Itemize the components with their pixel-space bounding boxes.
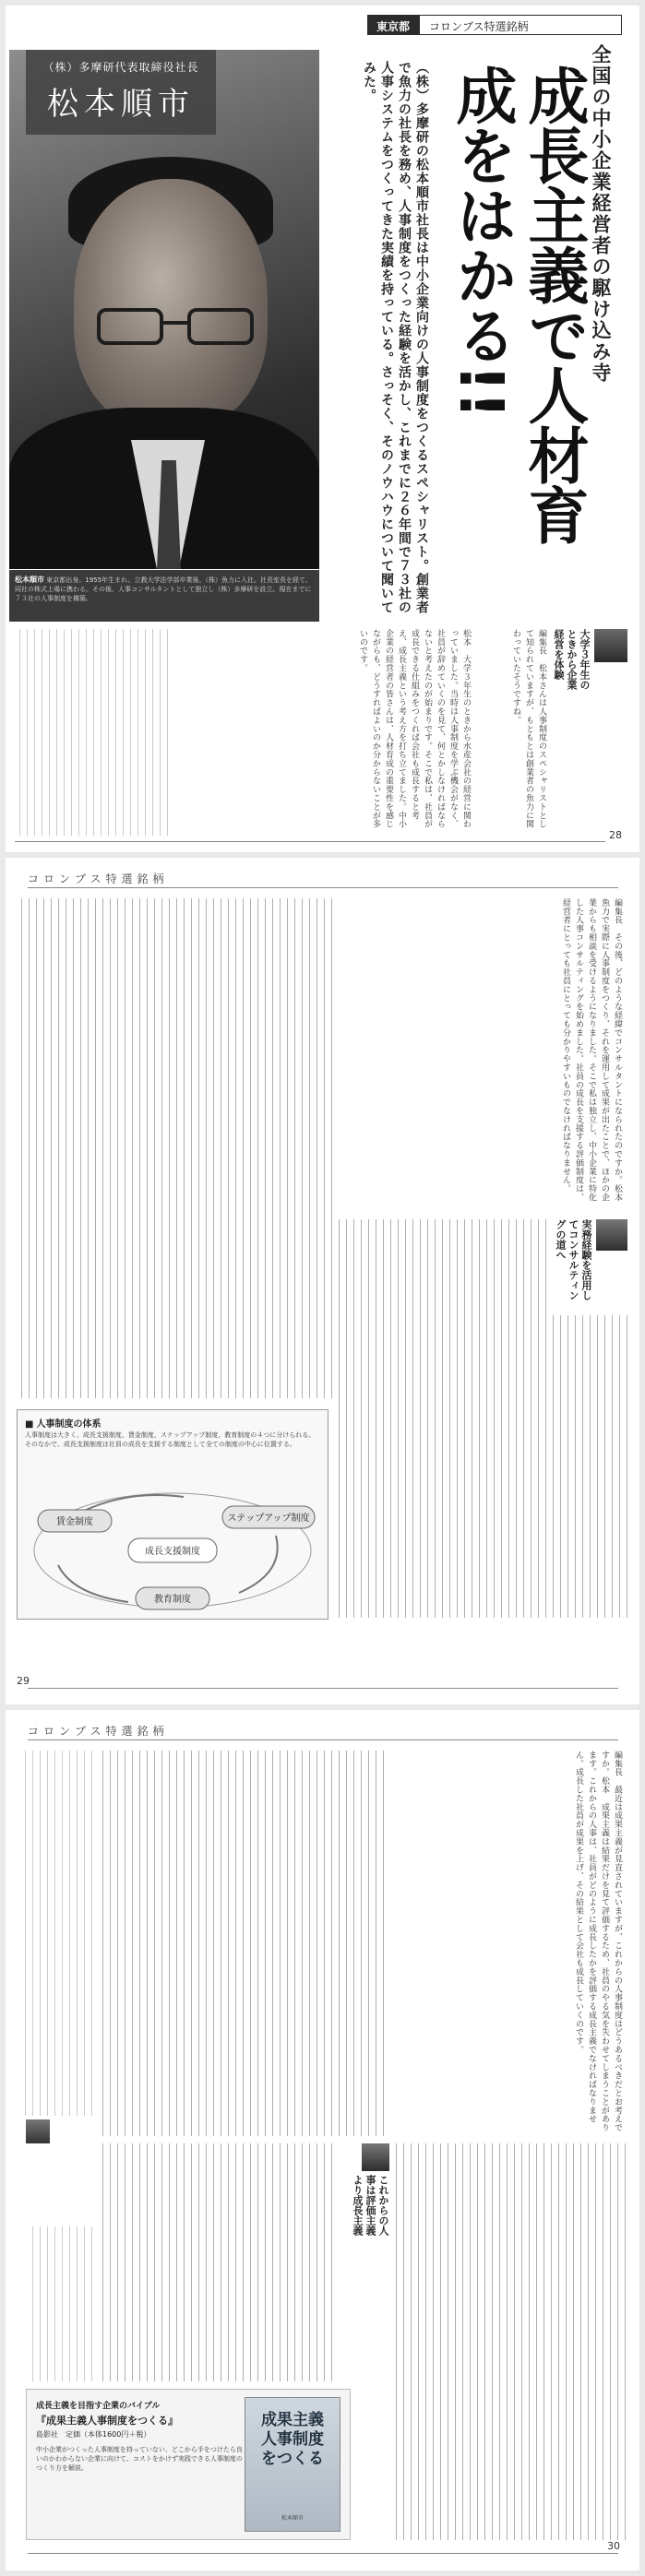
book-cover-title: 成果主義 人事制度 をつくる <box>261 2411 324 2468</box>
small-portrait <box>596 1219 627 1251</box>
subhead: 大学３年生のときから企業経営を体験 <box>553 629 591 690</box>
series-tag: コロンブス特選銘柄 <box>28 873 169 885</box>
subhead-box <box>338 2143 389 2245</box>
portrait-photo <box>9 50 319 569</box>
book-cover <box>245 2397 340 2532</box>
book-lead: 成長主義を目指す企業のバイブル <box>36 2402 161 2411</box>
footer-rule <box>28 1688 618 1689</box>
side-note-lines <box>26 2226 92 2381</box>
series-tag: コロンブス特選銘柄 <box>28 1725 169 1738</box>
region-tag: 東京都 <box>367 15 419 35</box>
body-text-lines-top-left <box>18 1751 92 2116</box>
header-bar <box>367 15 622 35</box>
small-portrait <box>26 2119 50 2143</box>
header-rule <box>28 887 618 888</box>
subhead: 実務経験を活用してコンサルティングの道へ <box>555 1219 592 1300</box>
book-ad <box>26 2389 351 2540</box>
company-caption: （株）多摩研代表取締役社長 <box>42 61 199 74</box>
body-text-lines-left <box>18 898 332 1398</box>
kicker: 全国の中小企業経営者の駆け込み寺 <box>590 44 613 384</box>
body-text-col-2: 松本 大学３年生のときから水産会社の経営に関わっていました。当時は人事制度を学ぶ機会がなく、社員が辞めていくのを見て、何とかしなければならないと考えたのが始まりです。そこで私は、社員が成長できる仕組みをつくれば会社も成長すると考え、成長主義という考え方を打ち立てました。中小企業の経営者の皆さんは、人材育成の重要性を感じながらも、どうすればよいのか分からないことが多いのです。 <box>358 629 471 829</box>
diagram-svg <box>18 1480 328 1619</box>
arrow-1 <box>82 1495 184 1512</box>
page-29 <box>6 858 639 1704</box>
photo-caption-text: 東京都出身。1955年生まれ。立教大学法学部卒業後、（株）魚力に入社。社長室長を経て、同社の株式上場に携わる。その後、人事コンサルタントとして独立し（株）多摩研を設立。現在までに７３社の人事制度を構築。 <box>15 576 312 602</box>
hr-system-figure <box>17 1409 328 1620</box>
book-meta: 島影社 定価（本体1600円＋税） <box>36 2430 151 2439</box>
name-band <box>26 50 216 135</box>
header-rule <box>28 1739 618 1740</box>
subhead: これからの人事は評価主義より成長主義 <box>352 2175 389 2236</box>
small-portrait <box>594 629 627 662</box>
diagram-node-label: 賃金制度 <box>56 1517 93 1527</box>
footer-rule <box>28 2553 618 2554</box>
body-text-lines-top <box>98 1751 384 2136</box>
body-text-lines-mid-left <box>98 2143 332 2381</box>
page-30 <box>6 1710 639 2570</box>
book-desc: 中小企業がつくった人事制度を持っていない、どこから手をつけたら良いのかわからない企業に向けて、コストをかけず実践できる人事制度のつくり方を解説。 <box>36 2446 243 2472</box>
body-text-col-1: 編集長 最近は成果主義が見直されていますが、これからの人事制度はどうあるべきだとお考えですか。松本 成果主義は結果だけを見て評価するため、社員のやる気を失わせてしまうことがあります。これからの人事は、社員がどのように成長したかを評価する成長主義でなければなりません。成長した社員が成果を上げ、その結果として会社も成長していくのです。 <box>574 1751 622 2132</box>
person-name: 松本順市 <box>47 86 195 123</box>
footer-rule <box>15 841 605 842</box>
book-title: 『成果主義人事制度をつくる』 <box>36 2415 178 2427</box>
page-number: 28 <box>609 829 622 841</box>
arrow-2 <box>239 1536 278 1593</box>
arrow-3 <box>58 1565 128 1602</box>
figure-title: ■ 人事制度の体系 <box>25 1416 101 1430</box>
diagram-node-label: 教育制度 <box>154 1595 191 1605</box>
body-text-col-1: 編集長 松本さんは人事制度のスペシャリストとして知られていますが、もともとは創業者の魚力に関わっていたそうですね。 <box>511 629 546 829</box>
photo-caption <box>9 570 319 622</box>
diagram-node-label: 成長支援制度 <box>145 1547 200 1557</box>
page-number: 29 <box>17 1675 30 1687</box>
photo-caption-name: 松本順市 <box>15 576 44 584</box>
body-text-col-1: 編集長 その後、どのような経緯でコンサルタントになられたのですか。松本 魚力で実際に人事制度をつくり、それを運用して成果が出たことで、ほかの企業からも相談を受けるようになりました。そこで私は独立し、中小企業に特化した人事コンサルティングを始めました。社員の成長を支援する評価制度は、経営者にとっても社員にとっても分かりやすいものでなければなりません。 <box>561 898 622 1210</box>
small-portrait <box>362 2143 389 2171</box>
book-cover-author: 松本順市 <box>281 2515 304 2522</box>
headline: 成長主義で人材育成をはかる!! <box>446 65 589 544</box>
page-28 <box>6 6 639 852</box>
side-note <box>26 2119 90 2221</box>
series-tag: コロンブス特選銘柄 <box>419 15 622 35</box>
page-number: 30 <box>607 2540 620 2552</box>
body-text-lines-far-right <box>550 1315 627 1618</box>
body-text-lines-right <box>338 1219 546 1618</box>
body-text-lines <box>15 629 168 836</box>
book-info <box>36 2399 243 2473</box>
lead-paragraph: （株）多摩研の松本順市社長は中小企業向けの人事制度をつくるスペシャリスト。創業者で魚力の社長を務め、人事制度をつくった経験を活かし、これまでに２６年間で７３社の人事システムをつくってきた実績を持っている。さっそく、そのノウハウについて聞いてみた。 <box>362 61 429 614</box>
subhead-box <box>550 629 627 694</box>
subhead-box <box>550 1219 627 1308</box>
figure-desc: 人事制度は大きく、成長支援制度、賃金制度、ステップアップ制度、教育制度の４つに分けられる。そのなかで、成長支援制度は社員の成長を支援する制度として全ての制度の中心に位置する。 <box>25 1431 316 1448</box>
glasses-shape <box>97 308 254 345</box>
diagram-node-label: ステップアップ制度 <box>227 1514 310 1524</box>
body-text-lines-mid-right <box>395 2143 626 2540</box>
face-shape <box>74 179 268 428</box>
